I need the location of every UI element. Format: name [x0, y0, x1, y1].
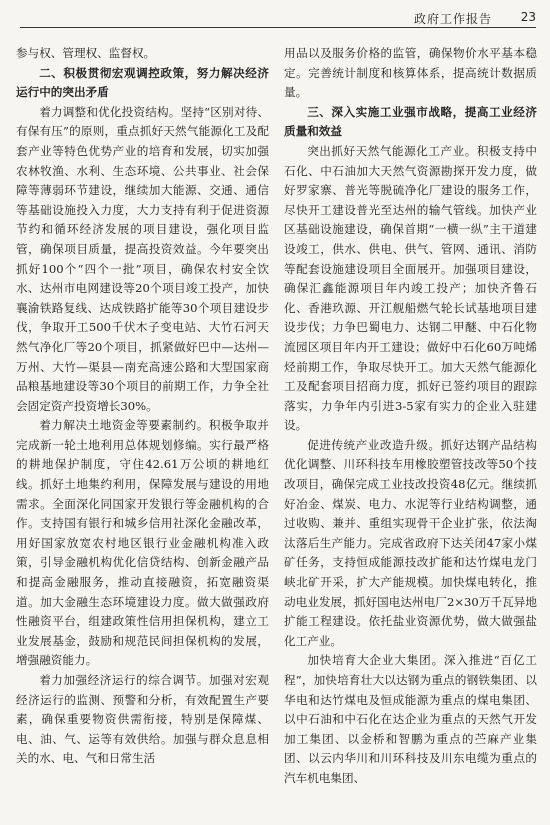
- page-number: 23: [520, 10, 536, 24]
- paragraph: 加快培育大企业大集团。深入推进“百亿工程”，加快培育壮大以达钢为重点的钢铁集团、以华电和达竹煤电及恒成能源为重点的煤电集团、以中石油和中石化在达企业为重点的天然气开发加工集团、以金桥和智鹏为重点的苎麻产业集团、以云内华川和川环科技及川东电缆为重点的汽车机电集团、: [284, 653, 537, 785]
- paragraph: 着力加强经济运行的综合调节。加强对宏观经济运行的监测、预警和分析，有效配置生产要素，确保重要物资供需衔接，特别是保障煤、电、油、气、运等有效供给。加强与群众息息相关的水、电、气和日常生活: [16, 673, 269, 766]
- section-heading: 二、积极贯彻宏观调控政策，努力解决经济运行中的突出矛盾: [16, 65, 269, 100]
- continued-text: 用品以及服务价格的监管，确保物价水平基本稳定。完善统计制度和核算体系，提高统计数据质量。: [284, 46, 537, 100]
- left-column: [16, 44, 269, 769]
- paragraph: 着力调整和优化投资结构。坚持“区别对待、有保有压”的原则，重点抓好天然气能源化工及配套产业等特色优势产业的培育和发展，切实加强农林牧渔、水利、生态环境、公共事业、社会保障等薄弱环节建设，继续加大能源、交通、通信等基础设施投入力度，大力支持有利于促进资源节约和循环经济发展的项目建设，强化项目监管，确保项目质量，提高投资效益。今年要突出抓好100个“四个一批”项目，确保农村安全饮水、达州市电网建设等20个项目竣工投产，加快襄渝铁路复线、达成铁路扩能等30个项目建设步伐，争取开工500千伏木子变电站、大竹石河天然气净化厂等20个项目，抓紧做好巴中—达州—万州、大竹—渠县—南充高速公路和大型国家商品粮基地建设等30个项目的前期工作，力争全社会固定资产投资增长30%。: [16, 104, 269, 413]
- right-column: [284, 44, 537, 789]
- paragraph: 促进传统产业改造升级。抓好达钢产品结构优化调整、川环科技车用橡胶塑管技改等50个技改项目，确保完成工业技改投资48亿元。继续抓好冶金、煤炭、电力、水泥等行业结构调整，通过收购、兼并、重组实现骨干企业扩张，依法淘汰落后生产能力。完成省政府下达关闭47家小煤矿任务，支持恒成能源技改扩能和达竹煤电龙门峡北矿开采，扩大产能规模。加快煤电转化，推动电业发展，抓好国电达州电厂2×30万千瓦异地扩能工程建设。依托盐业资源优势，做大做强盐化工产业。: [284, 437, 537, 648]
- continued-text: 参与权、管理权、监督权。: [16, 46, 156, 60]
- section-heading: 三、深入实施工业强市战略，提高工业经济质量和效益: [284, 104, 537, 139]
- paragraph: 突出抓好天然气能源化工产业。积极支持中石化、中石油加大天然气资源勘探开发力度，做好罗家寨、普光等脱硫净化厂建设的服务工作，尽快开工建设普光至达州的输气管线。加快产业区基础设施建设，确保首期“一横一纵”主干道建设竣工，供水、供电、供气、管网、通讯、消防等配套设施建设项目全面展开。加强项目建设，确保汇鑫能源项目年内竣工投产；加快齐鲁石化、香港玖源、开江舰船燃气轮长试基地项目建设步伐；力争巴蜀电力、达钢二甲醚、中石化物流园区项目年内开工建设；做好中石化60万吨烯烃前期工作，争取尽快开工。加大天然气能源化工及配套项目招商力度，抓好已签约项目的跟踪落实，力争年内引进3-5家有实力的企业入驻建设。: [284, 143, 537, 433]
- paragraph: 着力解决土地资金等要素制约。积极争取并完成新一轮土地利用总体规划修编。实行最严格的耕地保护制度，守住42.61万公顷的耕地红线。抓好土地集约利用，保障发展与建设的用地需求。全面深化同国家开发银行等金融机构的合作。支持国有银行和城乡信用社深化金融改革，用好国家放宽农村地区银行业金融机构准入政策，引导金融机构优化信贷结构、创新金融产品和提高金融服务，推动直接融资，拓宽融资渠道。加大金融生态环境建设力度。做大做强政府性融资平台，组建政策性信用担保机构，建立工业发展基金，鼓励和规范民间担保机构的发展，增强融资能力。: [16, 418, 269, 668]
- running-title: 政府工作报告: [413, 12, 492, 26]
- header-rule: [20, 27, 536, 28]
- page-header: [20, 10, 536, 28]
